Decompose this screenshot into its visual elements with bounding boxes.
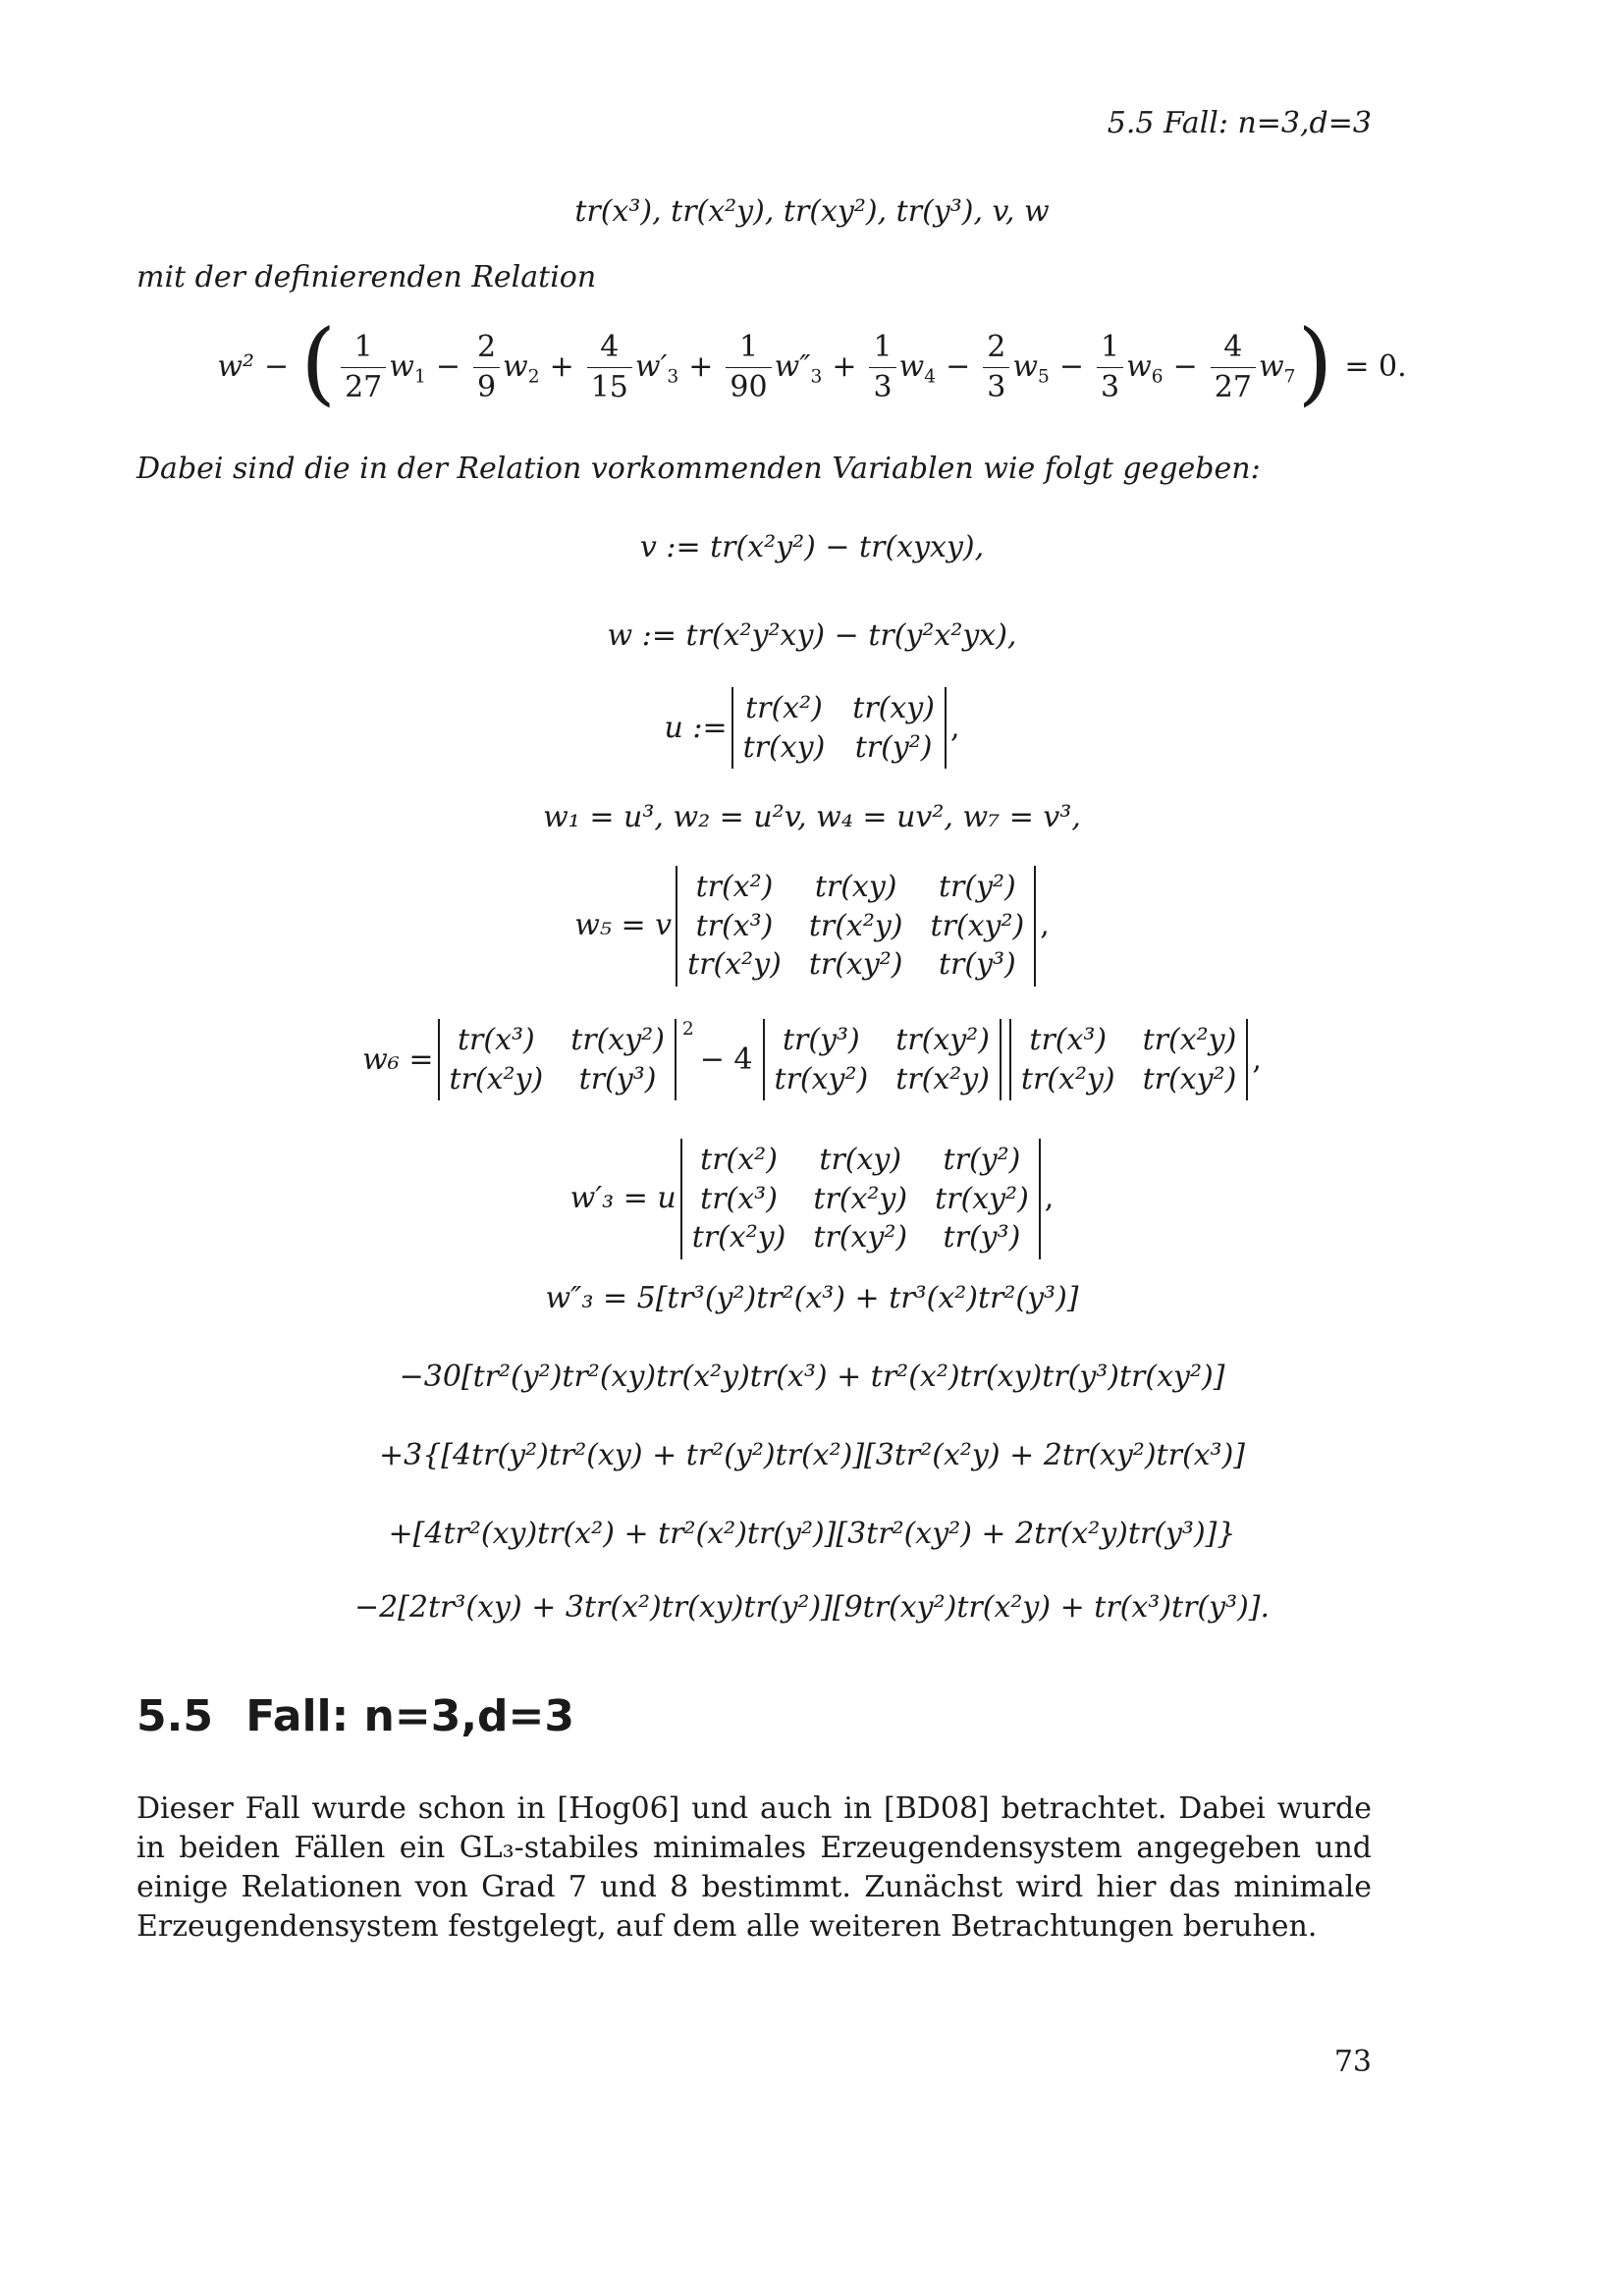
relation-term xyxy=(936,330,1050,405)
w-list: w₁ = u³, w₂ = u²v, w₄ = uv², w₇ = v³, xyxy=(543,800,1081,834)
term-sign: − xyxy=(946,349,971,384)
matrix-entry: tr(x³) xyxy=(700,1181,778,1216)
running-header: 5.5 Fall: n=3,d=3 xyxy=(1107,106,1372,140)
matrix-entry: tr(x²y) xyxy=(449,1061,544,1096)
matrix-entry: tr(y³) xyxy=(938,947,1016,982)
w6-determinant-3 xyxy=(1009,1019,1248,1100)
relation-intro: mit der definierenden Relation xyxy=(136,260,597,294)
defining-relation: w² − ( $\frac{1}{27}$ $w_1$ − $\frac{2}{9}$ $w_2$ + $\frac{4}{15}$ $w'_3$ + $\frac{1}{90}$ $w''_3$ + $\frac{1}{3}$ $w_4$ − $\frac{2}{3}$ $w_5$ − $\frac{1}{3}$ $w_6$ − $\frac{4}{27}$ $w_7$ ) = 0. xyxy=(217,310,1407,415)
term-sign: + xyxy=(832,349,857,384)
fraction-numerator: 1 xyxy=(738,329,759,364)
term-sign: + xyxy=(549,349,574,384)
term-fraction xyxy=(983,330,1009,405)
relation-term xyxy=(822,330,936,405)
term-variable: $w_5$ xyxy=(1012,349,1050,388)
fraction-denominator: 9 xyxy=(473,367,500,405)
matrix-entry: tr(x²) xyxy=(745,691,823,725)
w5-determinant xyxy=(676,866,1036,987)
term-fraction xyxy=(726,330,771,405)
term-variable: $w'_3$ xyxy=(634,349,679,388)
section-heading xyxy=(136,1691,574,1743)
fraction-denominator: 3 xyxy=(869,367,895,405)
u-definition: u := tr(x²) tr(xy) tr(xy) tr(y²) , xyxy=(0,687,1624,769)
matrix-entry: tr(x²) xyxy=(695,870,774,904)
w-definition: w := tr(x²y²xy) − tr(y²x²yx), xyxy=(607,618,1017,653)
matrix-entry: tr(x²y) xyxy=(687,947,782,982)
w6-exponent: 2 xyxy=(681,1019,694,1041)
w5-label: w₅ = v xyxy=(574,908,673,943)
w6-determinant-2 xyxy=(763,1019,1001,1100)
v-definition: v := tr(x²y²) − tr(xyxy), xyxy=(639,530,985,564)
relation-term xyxy=(1050,330,1164,405)
matrix-entry: tr(xy) xyxy=(814,870,897,904)
section-number: 5.5 xyxy=(136,1691,213,1741)
u-determinant xyxy=(731,687,947,769)
term-variable: $w''_3$ xyxy=(774,349,823,388)
term-variable: $w_2$ xyxy=(503,349,540,388)
matrix-entry: tr(xy²) xyxy=(930,908,1025,943)
fraction-denominator: 27 xyxy=(341,367,386,405)
term-sign: − xyxy=(1172,349,1198,384)
matrix-entry: tr(x²y) xyxy=(813,1181,908,1216)
w6-label: w₆ = xyxy=(362,1041,434,1077)
matrix-entry: tr(x³) xyxy=(1029,1023,1108,1057)
w6-determinant-1 xyxy=(438,1019,677,1100)
w3-double-prime-line-2: −30[tr²(y²)tr²(xy)tr(x²y)tr(x³) + tr²(x²)tr(xy)tr(y³)tr(xy²)] xyxy=(399,1360,1225,1394)
matrix-entry: tr(y²) xyxy=(943,1143,1021,1177)
w3-double-prime-line-3: +3{[4tr(y²)tr²(xy) + tr²(y²)tr(x²)][3tr²(x²y) + 2tr(xy²)tr(x³)] xyxy=(378,1438,1245,1472)
matrix-entry: tr(xy²) xyxy=(774,1061,869,1096)
matrix-entry: tr(x³) xyxy=(457,1023,535,1057)
term-sign: − xyxy=(1058,349,1084,384)
section-title-text: Fall: n=3,d=3 xyxy=(245,1691,575,1741)
term-fraction xyxy=(341,330,386,405)
term-fraction xyxy=(869,330,895,405)
fraction-denominator: 90 xyxy=(726,367,771,405)
w6-coefficient: − 4 xyxy=(699,1041,753,1077)
term-sign: + xyxy=(688,349,714,384)
matrix-entry: tr(xy²) xyxy=(1142,1061,1237,1096)
matrix-entry: tr(xy²) xyxy=(813,1220,908,1255)
term-fraction xyxy=(473,330,500,405)
w3-prime-determinant xyxy=(680,1139,1041,1259)
term-variable: $w_7$ xyxy=(1258,349,1296,388)
fraction-numerator: 4 xyxy=(600,329,620,364)
fraction-numerator: 1 xyxy=(873,329,893,364)
fraction-numerator: 1 xyxy=(353,329,373,364)
matrix-entry: tr(y²) xyxy=(938,870,1016,904)
w3-prime-definition: w′₃ = u tr(x²) tr(xy) tr(y²) tr(x³) tr(x²y) tr(xy²) tr(x²y) tr(xy²) tr(y³) , xyxy=(0,1139,1624,1259)
matrix-entry: tr(x³) xyxy=(695,908,774,943)
matrix-entry: tr(xy) xyxy=(742,729,826,765)
relation-term xyxy=(540,330,679,405)
term-variable: $w_6$ xyxy=(1126,349,1164,388)
matrix-entry: tr(y³) xyxy=(782,1023,860,1057)
relation-term xyxy=(426,330,540,405)
term-fraction xyxy=(1097,330,1123,405)
variables-intro: Dabei sind die in der Relation vorkommenden Variablen wie folgt gegeben: xyxy=(136,452,1261,486)
generators-line: tr(x³), tr(x²y), tr(xy²), tr(y³), v, w xyxy=(574,194,1050,229)
relation-lhs: w² xyxy=(217,349,255,384)
matrix-entry: tr(x²y) xyxy=(1142,1023,1237,1057)
w3-prime-label: w′₃ = u xyxy=(569,1181,677,1216)
matrix-entry: tr(xy²) xyxy=(935,1181,1029,1216)
matrix-entry: tr(y³) xyxy=(578,1061,657,1096)
matrix-entry: tr(x²y) xyxy=(691,1220,786,1255)
fraction-numerator: 2 xyxy=(476,329,497,364)
page-number: 73 xyxy=(1333,2045,1372,2079)
matrix-entry: tr(xy) xyxy=(819,1143,902,1177)
fraction-denominator: 15 xyxy=(587,367,632,405)
matrix-entry: tr(x²y) xyxy=(808,908,903,943)
term-fraction xyxy=(1211,330,1256,405)
matrix-entry: tr(xy²) xyxy=(570,1023,665,1057)
matrix-entry: tr(xy) xyxy=(852,691,935,725)
w3-double-prime-line-1: w″₃ = 5[tr³(y²)tr²(x³) + tr³(x²)tr²(y³)] xyxy=(545,1281,1079,1315)
w6-definition: w₆ = tr(x³) tr(xy²) tr(x²y) tr(y³) 2 − 4 tr(y³) tr(xy²) tr(xy²) tr(x²y) tr(x³) tr(x²y) tr(x²y) tr(xy²) , xyxy=(0,1019,1624,1100)
fraction-denominator: 27 xyxy=(1211,367,1256,405)
matrix-entry: tr(xy²) xyxy=(895,1023,990,1057)
matrix-entry: tr(y³) xyxy=(943,1220,1021,1255)
relation-term xyxy=(1164,330,1296,405)
term-variable: $w_1$ xyxy=(389,349,426,388)
relation-term xyxy=(678,330,822,405)
term-fraction xyxy=(587,330,632,405)
fraction-denominator: 3 xyxy=(1097,367,1123,405)
matrix-entry: tr(xy²) xyxy=(808,947,903,982)
fraction-numerator: 1 xyxy=(1100,329,1120,364)
fraction-numerator: 2 xyxy=(987,329,1006,364)
relation-term xyxy=(338,330,426,405)
body-paragraph: Dieser Fall wurde schon in [Hog06] und auch in [BD08] betrachtet. Dabei wurde in beiden Fällen ein GL₃-stabiles minimales Erzeugendensystem angegeben und einige Relationen von Grad 7 und 8 bestimmt. Zunächst wird hier das minimale Erzeugendensystem festgelegt, auf dem alle weiteren Betrachtungen beruhen. xyxy=(136,1791,1372,1944)
term-sign: − xyxy=(435,349,460,384)
fraction-denominator: 3 xyxy=(983,367,1009,405)
matrix-entry: tr(x²) xyxy=(700,1143,778,1177)
matrix-entry: tr(x²y) xyxy=(895,1061,990,1096)
term-variable: $w_4$ xyxy=(898,349,937,388)
relation-terms xyxy=(338,330,1295,405)
matrix-entry: tr(x²y) xyxy=(1020,1061,1115,1096)
relation-rhs: = 0. xyxy=(1344,349,1407,384)
fraction-numerator: 4 xyxy=(1223,329,1243,364)
matrix-entry: tr(y²) xyxy=(854,729,933,765)
w3-double-prime-line-4: +[4tr²(xy)tr(x²) + tr²(x²)tr(y²)][3tr²(xy²) + 2tr(x²y)tr(y³)]} xyxy=(388,1517,1236,1551)
w3-double-prime-line-5: −2[2tr³(xy) + 3tr(x²)tr(xy)tr(y²)][9tr(xy²)tr(x²y) + tr(x³)tr(y³)]. xyxy=(353,1590,1271,1625)
u-label: u := xyxy=(664,710,728,745)
w5-definition: w₅ = v tr(x²) tr(xy) tr(y²) tr(x³) tr(x²y) tr(xy²) tr(x²y) tr(xy²) tr(y³) , xyxy=(0,866,1624,987)
